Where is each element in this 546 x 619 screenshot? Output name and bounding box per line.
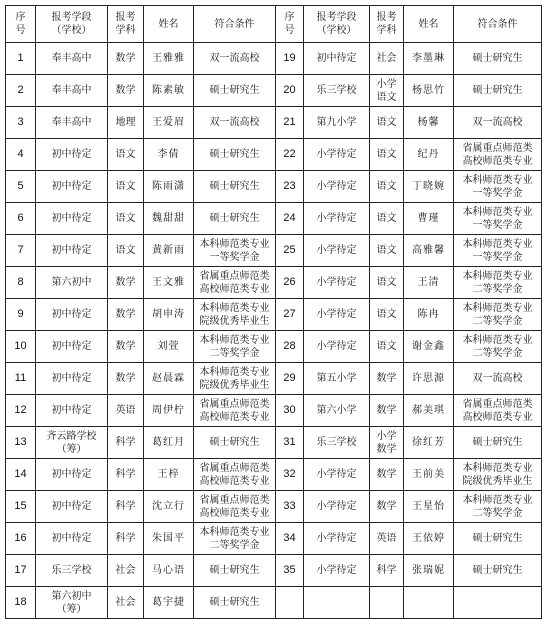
left-condition-cell: 硕士研究生	[194, 427, 276, 459]
left-subject-cell: 社会	[108, 555, 144, 587]
left-subject-cell: 英语	[108, 395, 144, 427]
left-name-cell: 王雅雅	[144, 43, 194, 75]
left-subject-cell: 语文	[108, 235, 144, 267]
right-subject-cell: 语文	[370, 139, 404, 171]
right-subject-cell: 数学	[370, 491, 404, 523]
header-school-right: 报考学段 （学校）	[304, 6, 370, 43]
right-name-cell: 王星怡	[404, 491, 454, 523]
table-row	[6, 171, 542, 203]
table-body	[6, 43, 542, 619]
header-school-left: 报考学段 （学校）	[36, 6, 108, 43]
left-condition-cell: 省属重点师范类 高校师范类专业	[194, 267, 276, 299]
right-empty-cell	[454, 587, 542, 619]
right-name-cell: 陈冉	[404, 299, 454, 331]
right-seq-cell: 23	[276, 171, 304, 203]
left-condition-cell: 本科师范类专业 二等奖学金	[194, 331, 276, 363]
right-seq-cell: 31	[276, 427, 304, 459]
right-condition-cell: 本科师范类专业 二等奖学金	[454, 267, 542, 299]
left-seq-cell: 18	[6, 587, 36, 619]
left-school-cell: 初中待定	[36, 523, 108, 555]
right-condition-cell: 硕士研究生	[454, 75, 542, 107]
right-condition-cell: 省属重点师范类 高校师范类专业	[454, 139, 542, 171]
left-seq-cell: 12	[6, 395, 36, 427]
right-seq-cell: 20	[276, 75, 304, 107]
left-seq-cell: 15	[6, 491, 36, 523]
right-condition-cell: 硕士研究生	[454, 555, 542, 587]
left-seq-cell: 5	[6, 171, 36, 203]
right-seq-cell: 35	[276, 555, 304, 587]
left-school-cell: 奉丰高中	[36, 75, 108, 107]
right-school-cell: 小学待定	[304, 331, 370, 363]
left-school-cell: 第六初中	[36, 267, 108, 299]
candidate-table	[5, 5, 542, 619]
right-school-cell: 第六小学	[304, 395, 370, 427]
header-row	[6, 6, 542, 43]
right-school-cell: 小学待定	[304, 459, 370, 491]
right-condition-cell: 本科师范类专业 一等奖学金	[454, 235, 542, 267]
right-name-cell: 谢金鑫	[404, 331, 454, 363]
left-school-cell: 初中待定	[36, 299, 108, 331]
left-name-cell: 刘萱	[144, 331, 194, 363]
left-name-cell: 葛红月	[144, 427, 194, 459]
left-name-cell: 葛宇捷	[144, 587, 194, 619]
right-name-cell: 丁晓婉	[404, 171, 454, 203]
left-school-cell: 初中待定	[36, 139, 108, 171]
right-name-cell: 杨思竹	[404, 75, 454, 107]
table-row	[6, 107, 542, 139]
right-condition-cell: 双一流高校	[454, 363, 542, 395]
left-seq-cell: 6	[6, 203, 36, 235]
right-condition-cell: 省属重点师范类 高校师范类专业	[454, 395, 542, 427]
left-subject-cell: 科学	[108, 427, 144, 459]
right-condition-cell: 本科师范类专业 一等奖学金	[454, 203, 542, 235]
right-name-cell: 高雅馨	[404, 235, 454, 267]
table-row	[6, 139, 542, 171]
right-name-cell: 王前美	[404, 459, 454, 491]
right-school-cell: 第五小学	[304, 363, 370, 395]
left-condition-cell: 省属重点师范类 高校师范类专业	[194, 459, 276, 491]
right-seq-cell: 22	[276, 139, 304, 171]
right-seq-cell: 27	[276, 299, 304, 331]
right-condition-cell: 本科师范类专业 二等奖学金	[454, 491, 542, 523]
right-school-cell: 乐三学校	[304, 75, 370, 107]
table-row	[6, 331, 542, 363]
left-condition-cell: 本科师范类专业 二等奖学金	[194, 523, 276, 555]
right-seq-cell: 29	[276, 363, 304, 395]
table-row	[6, 75, 542, 107]
left-name-cell: 李倩	[144, 139, 194, 171]
left-seq-cell: 8	[6, 267, 36, 299]
right-condition-cell: 双一流高校	[454, 107, 542, 139]
right-subject-cell: 语文	[370, 171, 404, 203]
right-school-cell: 小学待定	[304, 491, 370, 523]
table-row	[6, 235, 542, 267]
table-row	[6, 267, 542, 299]
right-school-cell: 小学待定	[304, 267, 370, 299]
right-condition-cell: 本科师范类专业 二等奖学金	[454, 299, 542, 331]
right-subject-cell: 数学	[370, 395, 404, 427]
left-subject-cell: 语文	[108, 139, 144, 171]
right-seq-cell: 32	[276, 459, 304, 491]
left-school-cell: 初中待定	[36, 203, 108, 235]
left-seq-cell: 11	[6, 363, 36, 395]
left-school-cell: 初中待定	[36, 235, 108, 267]
left-condition-cell: 硕士研究生	[194, 203, 276, 235]
right-seq-cell: 33	[276, 491, 304, 523]
left-condition-cell: 硕士研究生	[194, 555, 276, 587]
right-school-cell: 小学待定	[304, 523, 370, 555]
right-subject-cell: 小学 数学	[370, 427, 404, 459]
header-subject-right: 报考 学科	[370, 6, 404, 43]
table-row	[6, 299, 542, 331]
left-seq-cell: 3	[6, 107, 36, 139]
right-subject-cell: 语文	[370, 299, 404, 331]
right-name-cell: 李墨琳	[404, 43, 454, 75]
right-subject-cell: 语文	[370, 107, 404, 139]
left-condition-cell: 省属重点师范类 高校师范类专业	[194, 491, 276, 523]
right-condition-cell: 本科师范类专业 二等奖学金	[454, 331, 542, 363]
left-condition-cell: 省属重点师范类 高校师范类专业	[194, 395, 276, 427]
right-condition-cell: 硕士研究生	[454, 523, 542, 555]
right-name-cell: 杨馨	[404, 107, 454, 139]
right-school-cell: 小学待定	[304, 171, 370, 203]
right-subject-cell: 语文	[370, 235, 404, 267]
table-row	[6, 395, 542, 427]
right-name-cell: 徐红芳	[404, 427, 454, 459]
right-name-cell: 许思源	[404, 363, 454, 395]
table-row	[6, 427, 542, 459]
left-school-cell: 第六初中 （筹）	[36, 587, 108, 619]
left-subject-cell: 语文	[108, 171, 144, 203]
left-name-cell: 王爱眉	[144, 107, 194, 139]
header-name-right: 姓名	[404, 6, 454, 43]
header-condition-left: 符合条件	[194, 6, 276, 43]
left-school-cell: 初中待定	[36, 363, 108, 395]
right-seq-cell: 25	[276, 235, 304, 267]
right-subject-cell: 小学 语文	[370, 75, 404, 107]
table-row	[6, 587, 542, 619]
left-subject-cell: 语文	[108, 203, 144, 235]
table-row	[6, 43, 542, 75]
table-row	[6, 203, 542, 235]
right-subject-cell: 语文	[370, 267, 404, 299]
left-school-cell: 乐三学校	[36, 555, 108, 587]
table-row	[6, 523, 542, 555]
left-subject-cell: 科学	[108, 523, 144, 555]
left-seq-cell: 17	[6, 555, 36, 587]
header-condition-right: 符合条件	[454, 6, 542, 43]
left-name-cell: 沈立行	[144, 491, 194, 523]
right-empty-cell	[370, 587, 404, 619]
right-name-cell: 纪丹	[404, 139, 454, 171]
left-name-cell: 魏甜甜	[144, 203, 194, 235]
table-row	[6, 491, 542, 523]
left-subject-cell: 数学	[108, 331, 144, 363]
left-school-cell: 初中待定	[36, 171, 108, 203]
right-name-cell: 王依婷	[404, 523, 454, 555]
header-subject-left: 报考 学科	[108, 6, 144, 43]
left-school-cell: 初中待定	[36, 331, 108, 363]
right-seq-cell: 26	[276, 267, 304, 299]
right-empty-cell	[304, 587, 370, 619]
left-seq-cell: 4	[6, 139, 36, 171]
left-subject-cell: 数学	[108, 43, 144, 75]
left-name-cell: 赵晨霖	[144, 363, 194, 395]
left-seq-cell: 2	[6, 75, 36, 107]
right-seq-cell: 21	[276, 107, 304, 139]
left-name-cell: 胡申涛	[144, 299, 194, 331]
left-condition-cell: 双一流高校	[194, 107, 276, 139]
left-seq-cell: 1	[6, 43, 36, 75]
right-seq-cell: 34	[276, 523, 304, 555]
header-seq-right: 序 号	[276, 6, 304, 43]
right-seq-cell: 19	[276, 43, 304, 75]
right-condition-cell: 硕士研究生	[454, 43, 542, 75]
header-name-left: 姓名	[144, 6, 194, 43]
left-name-cell: 黄新雨	[144, 235, 194, 267]
left-school-cell: 初中待定	[36, 491, 108, 523]
left-name-cell: 陈雨潇	[144, 171, 194, 203]
right-subject-cell: 语文	[370, 331, 404, 363]
left-seq-cell: 7	[6, 235, 36, 267]
right-subject-cell: 语文	[370, 203, 404, 235]
left-condition-cell: 硕士研究生	[194, 587, 276, 619]
left-subject-cell: 数学	[108, 267, 144, 299]
left-subject-cell: 数学	[108, 299, 144, 331]
right-condition-cell: 本科师范类专业 院级优秀毕业生	[454, 459, 542, 491]
left-name-cell: 王梓	[144, 459, 194, 491]
left-name-cell: 朱国平	[144, 523, 194, 555]
left-condition-cell: 硕士研究生	[194, 75, 276, 107]
right-school-cell: 第九小学	[304, 107, 370, 139]
right-seq-cell: 28	[276, 331, 304, 363]
left-subject-cell: 科学	[108, 491, 144, 523]
left-seq-cell: 9	[6, 299, 36, 331]
left-condition-cell: 硕士研究生	[194, 139, 276, 171]
left-seq-cell: 16	[6, 523, 36, 555]
right-school-cell: 小学待定	[304, 555, 370, 587]
right-school-cell: 小学待定	[304, 139, 370, 171]
right-condition-cell: 本科师范类专业 一等奖学金	[454, 171, 542, 203]
left-seq-cell: 10	[6, 331, 36, 363]
left-condition-cell: 双一流高校	[194, 43, 276, 75]
table-row	[6, 555, 542, 587]
right-subject-cell: 数学	[370, 363, 404, 395]
left-name-cell: 周伊柠	[144, 395, 194, 427]
left-seq-cell: 13	[6, 427, 36, 459]
right-school-cell: 小学待定	[304, 299, 370, 331]
right-subject-cell: 科学	[370, 555, 404, 587]
left-condition-cell: 本科师范类专业 一等奖学金	[194, 235, 276, 267]
right-seq-cell: 24	[276, 203, 304, 235]
left-name-cell: 王文雅	[144, 267, 194, 299]
right-school-cell: 小学待定	[304, 235, 370, 267]
left-name-cell: 陈素敏	[144, 75, 194, 107]
left-subject-cell: 地理	[108, 107, 144, 139]
left-subject-cell: 数学	[108, 363, 144, 395]
left-condition-cell: 硕士研究生	[194, 171, 276, 203]
right-empty-cell	[404, 587, 454, 619]
right-name-cell: 郝美琪	[404, 395, 454, 427]
header-seq-left: 序 号	[6, 6, 36, 43]
left-school-cell: 初中待定	[36, 395, 108, 427]
right-subject-cell: 社会	[370, 43, 404, 75]
right-condition-cell: 硕士研究生	[454, 427, 542, 459]
left-school-cell: 奉丰高中	[36, 107, 108, 139]
left-name-cell: 马心语	[144, 555, 194, 587]
right-name-cell: 张瑞妮	[404, 555, 454, 587]
table-row	[6, 363, 542, 395]
left-subject-cell: 数学	[108, 75, 144, 107]
right-school-cell: 小学待定	[304, 203, 370, 235]
left-subject-cell: 科学	[108, 459, 144, 491]
left-school-cell: 初中待定	[36, 459, 108, 491]
right-school-cell: 乐三学校	[304, 427, 370, 459]
right-name-cell: 王清	[404, 267, 454, 299]
table-row	[6, 459, 542, 491]
left-school-cell: 齐云路学校 （筹）	[36, 427, 108, 459]
left-subject-cell: 社会	[108, 587, 144, 619]
left-seq-cell: 14	[6, 459, 36, 491]
right-empty-cell	[276, 587, 304, 619]
right-subject-cell: 英语	[370, 523, 404, 555]
right-seq-cell: 30	[276, 395, 304, 427]
left-school-cell: 奉丰高中	[36, 43, 108, 75]
right-school-cell: 初中待定	[304, 43, 370, 75]
left-condition-cell: 本科师范类专业 院级优秀毕业生	[194, 299, 276, 331]
left-condition-cell: 本科师范类专业 院级优秀毕业生	[194, 363, 276, 395]
right-name-cell: 曹瑾	[404, 203, 454, 235]
right-subject-cell: 数学	[370, 459, 404, 491]
